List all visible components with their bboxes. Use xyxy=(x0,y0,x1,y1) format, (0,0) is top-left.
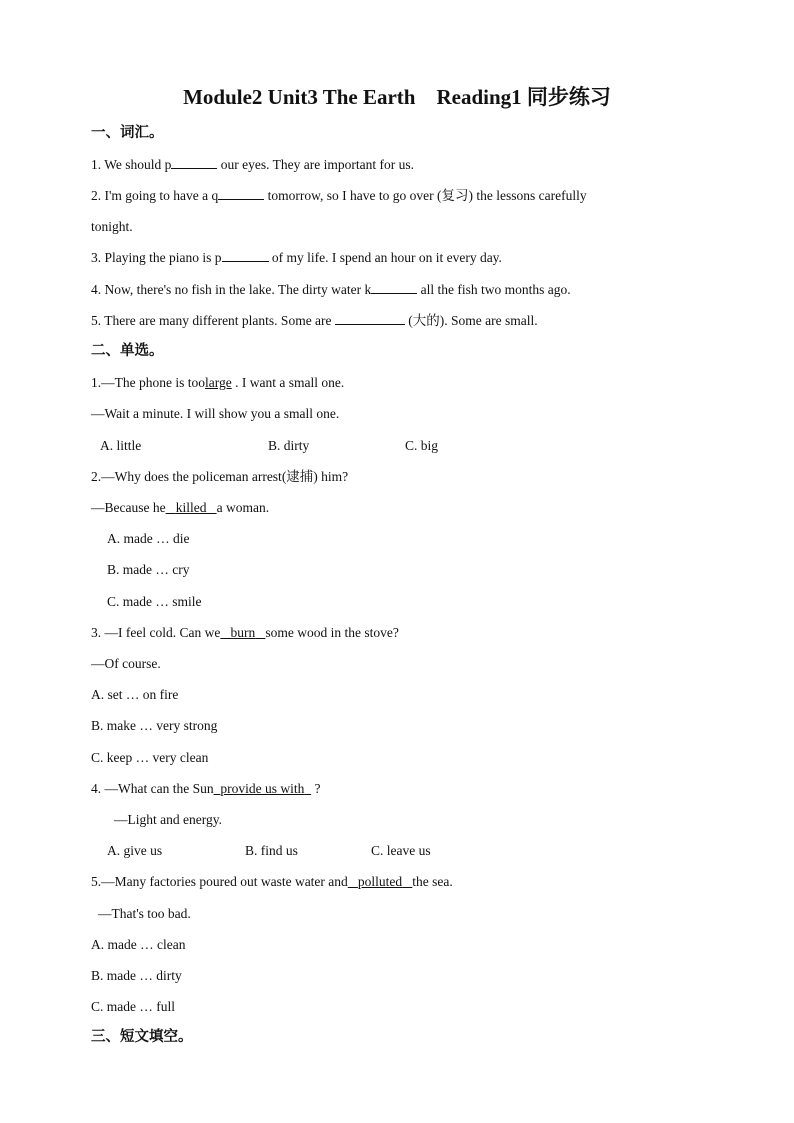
option-c[interactable]: C. big xyxy=(405,438,439,453)
option-a[interactable]: A. made … die xyxy=(107,531,190,546)
option-c[interactable]: C. leave us xyxy=(371,843,431,858)
option-b[interactable]: B. made … cry xyxy=(107,562,190,577)
question-4-reply: —Light and energy. xyxy=(114,812,222,827)
question-1: 1.—The phone is toolarge . I want a small one. xyxy=(91,375,345,390)
answer-blank[interactable] xyxy=(171,156,217,169)
section-heading-single-choice: 二、单选。 xyxy=(91,343,164,359)
question-4-options xyxy=(107,842,431,860)
option-b[interactable]: B. made … dirty xyxy=(91,968,182,983)
answer-blank[interactable] xyxy=(335,312,405,325)
option-a[interactable]: A. made … clean xyxy=(91,937,186,952)
option-c[interactable]: C. keep … very clean xyxy=(91,750,209,765)
question-1-reply: —Wait a minute. I will show you a small one. xyxy=(91,406,340,421)
vocab-item-5: 5. There are many different plants. Some are (大的). Some are small. xyxy=(91,313,538,328)
section-heading-vocabulary: 一、词汇。 xyxy=(91,125,164,141)
question-5-reply: —That's too bad. xyxy=(98,906,191,921)
vocab-item-4: 4. Now, there's no fish in the lake. The dirty water k all the fish two months ago. xyxy=(91,282,571,297)
option-a[interactable]: A. give us xyxy=(107,843,163,858)
question-2: 2.—Why does the policeman arrest(逮捕) him? xyxy=(91,469,349,484)
vocab-item-1: 1. We should p our eyes. They are important for us. xyxy=(91,157,414,172)
question-2-reply: —Because he killed a woman. xyxy=(91,500,270,515)
answer-blank[interactable] xyxy=(218,187,264,200)
underlined-word: polluted xyxy=(357,874,403,889)
option-a[interactable]: A. set … on fire xyxy=(91,687,179,702)
underlined-word: burn xyxy=(230,625,256,640)
option-b[interactable]: B. find us xyxy=(245,843,298,858)
option-c[interactable]: C. made … smile xyxy=(107,594,202,609)
question-5: 5.—Many factories poured out waste water and polluted the sea. xyxy=(91,874,453,889)
underlined-word: large xyxy=(205,375,232,390)
question-3-reply: —Of course. xyxy=(91,656,161,671)
option-b[interactable]: B. dirty xyxy=(268,438,310,453)
underlined-word: killed xyxy=(175,500,207,515)
question-1-options xyxy=(100,437,438,455)
section-heading-passage-fill: 三、短文填空。 xyxy=(91,1029,193,1045)
answer-blank[interactable] xyxy=(371,281,417,294)
answer-blank[interactable] xyxy=(222,249,269,262)
page-title: Module2 Unit3 The Earth Reading1 同步练习 xyxy=(183,85,611,109)
question-3: 3. —I feel cold. Can we burn some wood in the stove? xyxy=(91,625,399,640)
option-b[interactable]: B. make … very strong xyxy=(91,718,218,733)
vocab-item-3: 3. Playing the piano is p of my life. I spend an hour on it every day. xyxy=(91,250,502,265)
vocab-item-2: 2. I'm going to have a q tomorrow, so I have to go over (复习) the lessons carefully xyxy=(91,188,587,203)
option-a[interactable]: A. little xyxy=(100,438,142,453)
underlined-word: provide us with xyxy=(220,781,305,796)
option-c[interactable]: C. made … full xyxy=(91,999,175,1014)
question-4: 4. —What can the Sun provide us with ? xyxy=(91,781,321,796)
vocab-item-2-continued: tonight. xyxy=(91,219,133,234)
